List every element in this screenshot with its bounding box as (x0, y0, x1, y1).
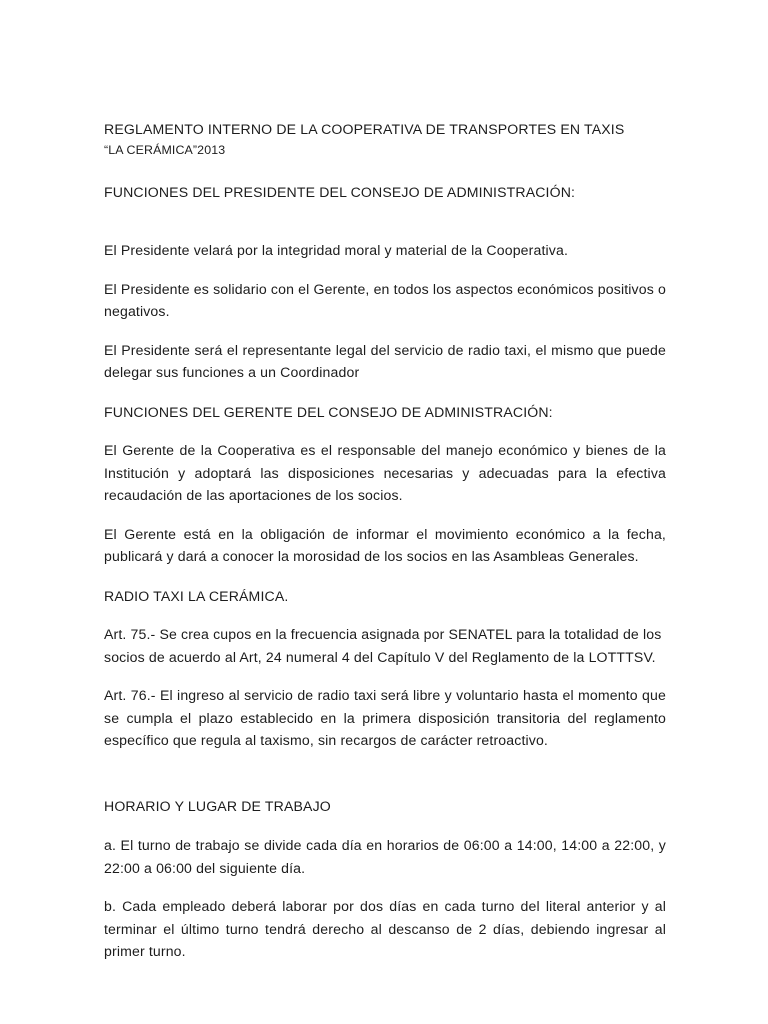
title-line-1: REGLAMENTO INTERNO DE LA COOPERATIVA DE TRANSPORTES EN TAXIS (104, 121, 625, 137)
horario-item-b: b. Cada empleado deberá laborar por dos días en cada turno del literal anterior y al terminar el último turno tendrá derecho al descanso de 2 días, debiendo ingresar al primer turno. (104, 898, 666, 960)
document-title (104, 119, 666, 160)
paragraph-presidente-2: El Presidente es solidario con el Gerente, en todos los aspectos económicos positivos o negativos. (104, 280, 666, 320)
paragraph-gerente-2: El Gerente está en la obligación de informar el movimiento económico a la fecha, publicará y dará a conocer la morosidad de los socios en las Asambleas Generales. (104, 525, 666, 565)
article-76: Art. 76.- El ingreso al servicio de radio taxi será libre y voluntario hasta el momento que se cumpla el plazo establecido en la primera disposición transitoria del reglamento específico que regula al taxismo, sin recargos de carácter retroactivo. (104, 687, 666, 749)
paragraph-gerente-1: El Gerente de la Cooperativa es el responsable del manejo económico y bienes de la Institución y adoptará las disposiciones necesarias y adecuadas para la efectiva recaudación de las aportaciones de los socios. (104, 441, 666, 504)
heading-radio-taxi: RADIO TAXI LA CERÁMICA. (104, 587, 289, 604)
horario-item-a: a. El turno de trabajo se divide cada día en horarios de 06:00 a 14:00, 14:00 a 22:00, y 22:00 a 06:00 del siguiente día. (104, 836, 666, 876)
heading-horario-lugar-trabajo: HORARIO Y LUGAR DE TRABAJO (104, 797, 331, 814)
document-body (104, 119, 666, 963)
paragraph-presidente-3: El Presidente será el representante legal del servicio de radio taxi, el mismo que puede delegar sus funciones a un Coordinador (104, 341, 666, 381)
title-line-2: “LA CERÁMICA”2013 (104, 143, 226, 157)
paragraph-presidente-1: El Presidente velará por la integridad moral y material de la Cooperativa. (104, 242, 569, 258)
heading-funciones-gerente: FUNCIONES DEL GERENTE DEL CONSEJO DE ADMINISTRACIÓN: (104, 403, 553, 420)
article-75: Art. 75.- Se crea cupos en la frecuencia asignada por SENATEL para la totalidad de los socios de acuerdo al Art, 24 numeral 4 del Capítulo V del Reglamento de la LOTTTSV. (104, 625, 662, 665)
heading-funciones-presidente: FUNCIONES DEL PRESIDENTE DEL CONSEJO DE ADMINISTRACIÓN: (104, 184, 576, 200)
